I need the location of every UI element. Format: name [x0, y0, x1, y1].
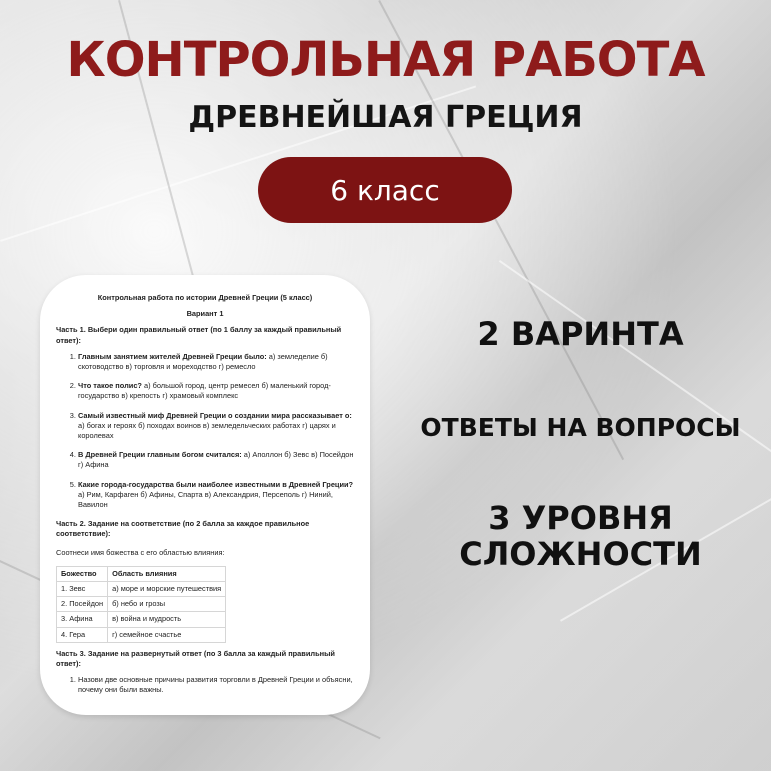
table-row — [57, 597, 226, 612]
part3-heading: Часть 3. Задание на развернутый ответ (по 3 балла за каждый правильный ответ): — [56, 648, 335, 669]
page-subtitle: ДРЕВНЕЙШАЯ ГРЕЦИЯ — [188, 100, 583, 135]
answer-options: а) Аполлон б) Зевс в) Посейдон г) Афина — [78, 450, 354, 470]
table-cell: 1. Зевс — [57, 582, 108, 597]
feature-answers: ОТВЕТЫ НА ВОПРОСЫ — [420, 413, 741, 442]
feature-levels-line: СЛОЖНОСТИ — [459, 535, 702, 573]
answer-options: а) Рим, Карфаген б) Афины, Спарта в) Александрия, Персеполь г) Ниний, Вавилон — [78, 489, 333, 510]
list-item — [78, 450, 354, 470]
column-header: Область влияния — [108, 566, 226, 581]
table-cell: б) небо и грозы — [108, 597, 226, 612]
grade-label: 6 класс — [330, 173, 440, 207]
part1-heading: Часть 1. Выбери один правильный ответ (по 1 баллу за каждый правильный ответ): — [56, 325, 342, 345]
answer-options: а) богах и героях б) походах воинов в) земледельческих работах г) царях и королевах — [78, 420, 336, 441]
matching-table — [56, 566, 226, 643]
column-header: Божество — [57, 566, 108, 581]
answer-options: а) земледелие б) скотоводство в) торговля и мореходство г) ремесло — [78, 351, 328, 372]
feature-levels — [390, 500, 771, 572]
page-title: КОНТРОЛЬНАЯ РАБОТА — [66, 32, 705, 88]
table-cell: 3. Афина — [57, 612, 108, 627]
table-row — [57, 582, 226, 597]
list-item — [78, 480, 354, 511]
worksheet-title: Контрольная работа по истории Древней Греции (5 класс) — [97, 293, 313, 302]
grade-badge — [258, 157, 512, 223]
paper-crease — [499, 260, 771, 491]
part1-question-list — [56, 352, 354, 510]
feature-levels-line: 3 УРОВНЯ — [488, 499, 673, 537]
table-cell: 2. Посейдон — [57, 597, 108, 612]
table-cell: 4. Гера — [57, 627, 108, 642]
question-text: В Древней Греции главным богом считался: — [78, 450, 242, 460]
table-header-row — [57, 566, 226, 581]
table-cell: в) война и мудрость — [108, 612, 226, 627]
feature-variants: 2 ВАРИНТА — [477, 315, 684, 353]
table-row — [57, 627, 226, 642]
question-text: Что такое полис? — [78, 381, 142, 391]
answer-options: а) большой город, центр ремесел б) маленький город-государство в) крепость г) храмовый комплекс — [78, 381, 331, 401]
list-item — [78, 352, 354, 372]
table-row — [57, 612, 226, 627]
question-text: Главным занятием жителей Древней Греции было: — [78, 351, 267, 361]
part3-question-list — [56, 675, 354, 695]
part2-instruction: Соотнеси имя божества с его областью влияния: — [56, 547, 225, 557]
table-cell: г) семейное счастье — [108, 627, 226, 642]
worksheet-preview — [40, 275, 370, 715]
list-item: 1. Назови две основные причины развития торговли в Древней Греции и объясни, почему они были важны. — [78, 675, 354, 695]
list-item — [78, 411, 354, 442]
worksheet-variant: Вариант 1 — [186, 309, 224, 319]
list-item — [78, 381, 354, 401]
question-text: Самый известный миф Древней Греции о создании мира рассказывает о: — [78, 410, 352, 420]
part2-heading: Часть 2. Задание на соответствие (по 2 балла за каждое правильное соответствие): — [56, 519, 310, 539]
question-text: Какие города-государства были наиболее известными в Древней Греции? — [78, 479, 354, 489]
table-cell: а) море и морские путешествия — [108, 582, 226, 597]
